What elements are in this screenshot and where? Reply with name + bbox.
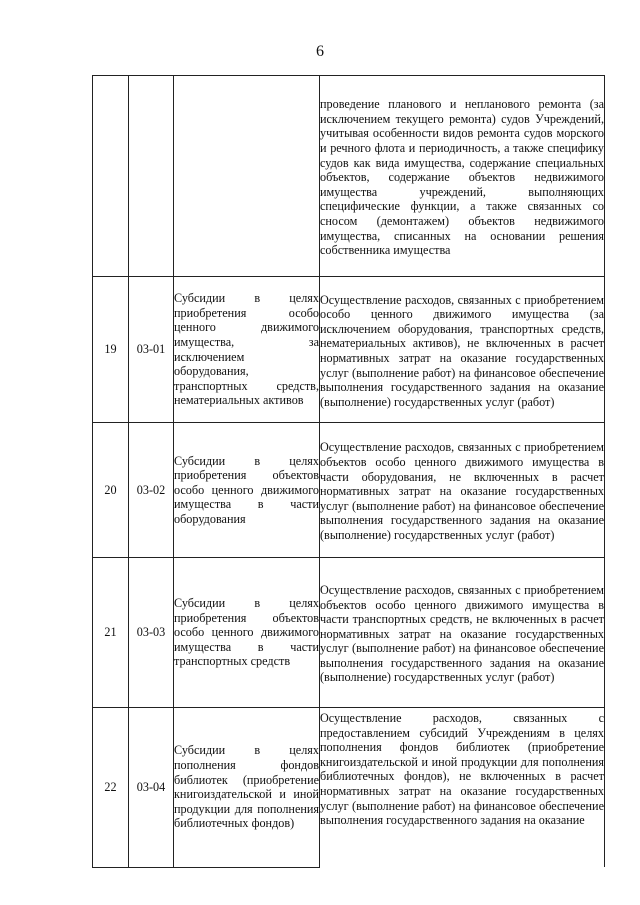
row-number: 20 <box>93 423 129 558</box>
row-name-cell <box>174 558 320 708</box>
table-row-continuation <box>93 76 605 277</box>
row-description: Осуществление расходов, связанных с приобретением особо ценного движимого имущества (за исключением оборудования, транспортных средств, нематериальных активов), не включенных в расчет нормативных затрат на оказание государственных услуг (выполнение работ) на финансовое обеспечение выполнения государственного задания на оказание (выполнение) государственных услуг (работ) <box>320 292 604 409</box>
row-number: 21 <box>93 558 129 708</box>
table-row <box>93 277 605 423</box>
row-code: 03-01 <box>129 277 174 423</box>
row-description: Осуществление расходов, связанных с приобретением объектов особо ценного движимого имущества в части транспортных средств, не включенных в расчет нормативных затрат на оказание государственных услуг (выполнение работ) на финансовое обеспечение выполнения государственного задания на оказание (выполнение) государственных услуг (работ) <box>320 582 604 685</box>
row-name-cell <box>174 708 320 868</box>
row-description: проведение планового и непланового ремонта (за исключением текущего ремонта) судов Учреждений, учитывая особенности видов ремонта судов морского и речного флота и периодичность, а также специфику судов как вида имущества, содержание специальных объектов, содержание объектов недвижимого имущества учреждений, выполняющих специфические функции, а также связанных со сносом (демонтажем) объектов недвижимого имущества, списанных на основании решения собственника имущества <box>320 97 604 258</box>
row-name: Субсидии в целях приобретения объектов особо ценного движимого имущества в части транспортных средств <box>174 596 319 669</box>
table-row <box>93 708 605 868</box>
row-name-cell <box>174 423 320 558</box>
row-name: Субсидии в целях приобретения объектов особо ценного движимого имущества в части оборудования <box>174 453 319 526</box>
row-number-cell <box>93 76 129 277</box>
row-description-cell <box>320 708 605 868</box>
row-description: Осуществление расходов, связанных с приобретением объектов особо ценного движимого имущества в части оборудования, не включенных в расчет нормативных затрат на оказание государственных услуг (выполнение работ) на финансовое обеспечение выполнения государственного задания на оказание (выполнение) государственных услуг (работ) <box>320 440 604 542</box>
row-number: 19 <box>93 277 129 423</box>
page-number: 6 <box>316 43 324 60</box>
row-code: 03-04 <box>129 708 174 868</box>
subsidy-table <box>92 75 605 868</box>
row-number: 22 <box>93 708 129 868</box>
row-description-cell <box>320 423 605 558</box>
row-name-cell <box>174 76 320 277</box>
row-description-cell <box>320 277 605 423</box>
table-row <box>93 423 605 558</box>
row-description-cell <box>320 558 605 708</box>
row-description-cell <box>320 76 605 277</box>
row-code: 03-03 <box>129 558 174 708</box>
row-code: 03-02 <box>129 423 174 558</box>
row-name: Субсидии в целях приобретения особо ценного движимого имущества, за исключением оборудования, транспортных средств, нематериальных активов <box>174 291 319 408</box>
row-code-cell <box>129 76 174 277</box>
table-row <box>93 558 605 708</box>
row-name-cell <box>174 277 320 423</box>
row-name: Субсидии в целях пополнения фондов библиотек (приобретение книгоиздательской и иной продукции для пополнения библиотечных фондов) <box>174 743 319 831</box>
row-description: Осуществление расходов, связанных с предоставлением субсидий Учреждениям в целях пополнения фондов библиотек (приобретение книгоиздательской и иной продукции для пополнения библиотечных фондов), не включенных в расчет нормативных затрат на оказание государственных услуг (выполнение работ) на финансовое обеспечение выполнения государственного задания на оказание <box>320 711 604 828</box>
